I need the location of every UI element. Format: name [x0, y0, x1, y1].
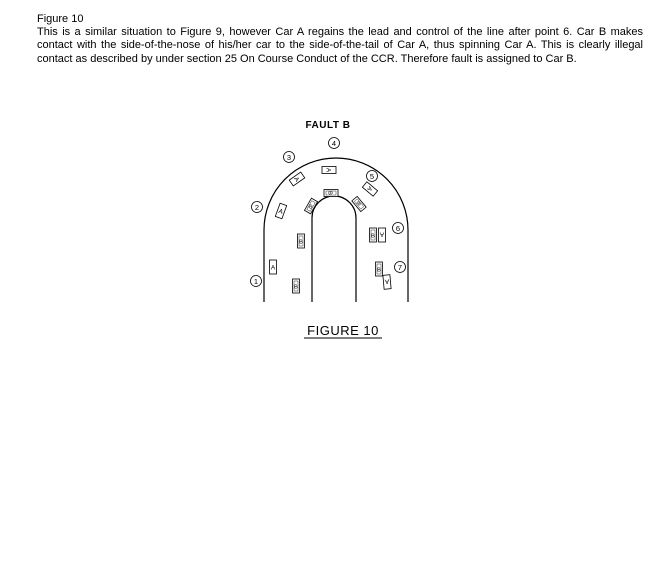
svg-text:A: A: [270, 264, 276, 272]
svg-text:A: A: [292, 175, 301, 184]
svg-text:B: B: [377, 267, 381, 274]
car-a-position-4: [322, 167, 336, 174]
figure-description: This is a similar situation to Figure 9, however Car A regains the lead and control of the line after point 6. Car B makes contact with the side-of-the-nose of his/her car to the side-of-the-tail of Car A, thus spinning Car A. This is clearly illegal contact as described by under section 25 On Course Conduct of the CCR. Therefore fault is assigned to Car B.: [37, 26, 643, 65]
car-b-position-7: [376, 262, 383, 276]
car-b-position-1: [293, 279, 300, 293]
car-a-position-3: [289, 172, 304, 186]
figure-10-diagram: [240, 110, 440, 350]
car-b-position-2: [298, 234, 305, 248]
svg-text:B: B: [371, 233, 375, 240]
svg-text:2: 2: [254, 203, 260, 212]
svg-text:4: 4: [331, 139, 337, 148]
svg-text:A: A: [384, 277, 390, 285]
svg-text:B: B: [354, 199, 362, 207]
point-marker-3: [284, 152, 295, 163]
point-marker-5: [367, 171, 378, 182]
car-a-position-6: [379, 228, 386, 242]
car-b-position-6: [370, 228, 377, 242]
point-marker-6: [393, 223, 404, 234]
diagram-title: FAULT B: [305, 120, 351, 131]
point-marker-4: [329, 138, 340, 149]
point-marker-2: [252, 202, 263, 213]
track-inner-edge: [312, 196, 356, 302]
car-a-position-2: [275, 203, 286, 219]
svg-text:B: B: [307, 203, 314, 211]
svg-text:B: B: [299, 239, 303, 246]
car-b-position-4: [324, 190, 338, 197]
point-marker-1: [251, 276, 262, 287]
svg-text:5: 5: [369, 172, 375, 181]
car-a-position-5: [362, 182, 377, 196]
document-text: [37, 13, 643, 66]
svg-text:6: 6: [395, 224, 401, 233]
svg-text:A: A: [365, 184, 374, 193]
svg-text:A: A: [324, 167, 332, 173]
car-a-position-7-spun: [383, 275, 391, 290]
figure-heading: Figure 10: [37, 13, 84, 25]
svg-text:A: A: [379, 230, 385, 238]
svg-text:7: 7: [397, 263, 403, 272]
svg-text:B: B: [326, 191, 333, 195]
car-a-position-1: [270, 260, 277, 274]
figure-caption: FIGURE 10: [307, 323, 379, 338]
svg-text:B: B: [294, 284, 298, 291]
svg-text:3: 3: [286, 153, 292, 162]
svg-text:A: A: [277, 207, 284, 216]
svg-text:1: 1: [253, 277, 259, 286]
point-marker-7: [395, 262, 406, 273]
